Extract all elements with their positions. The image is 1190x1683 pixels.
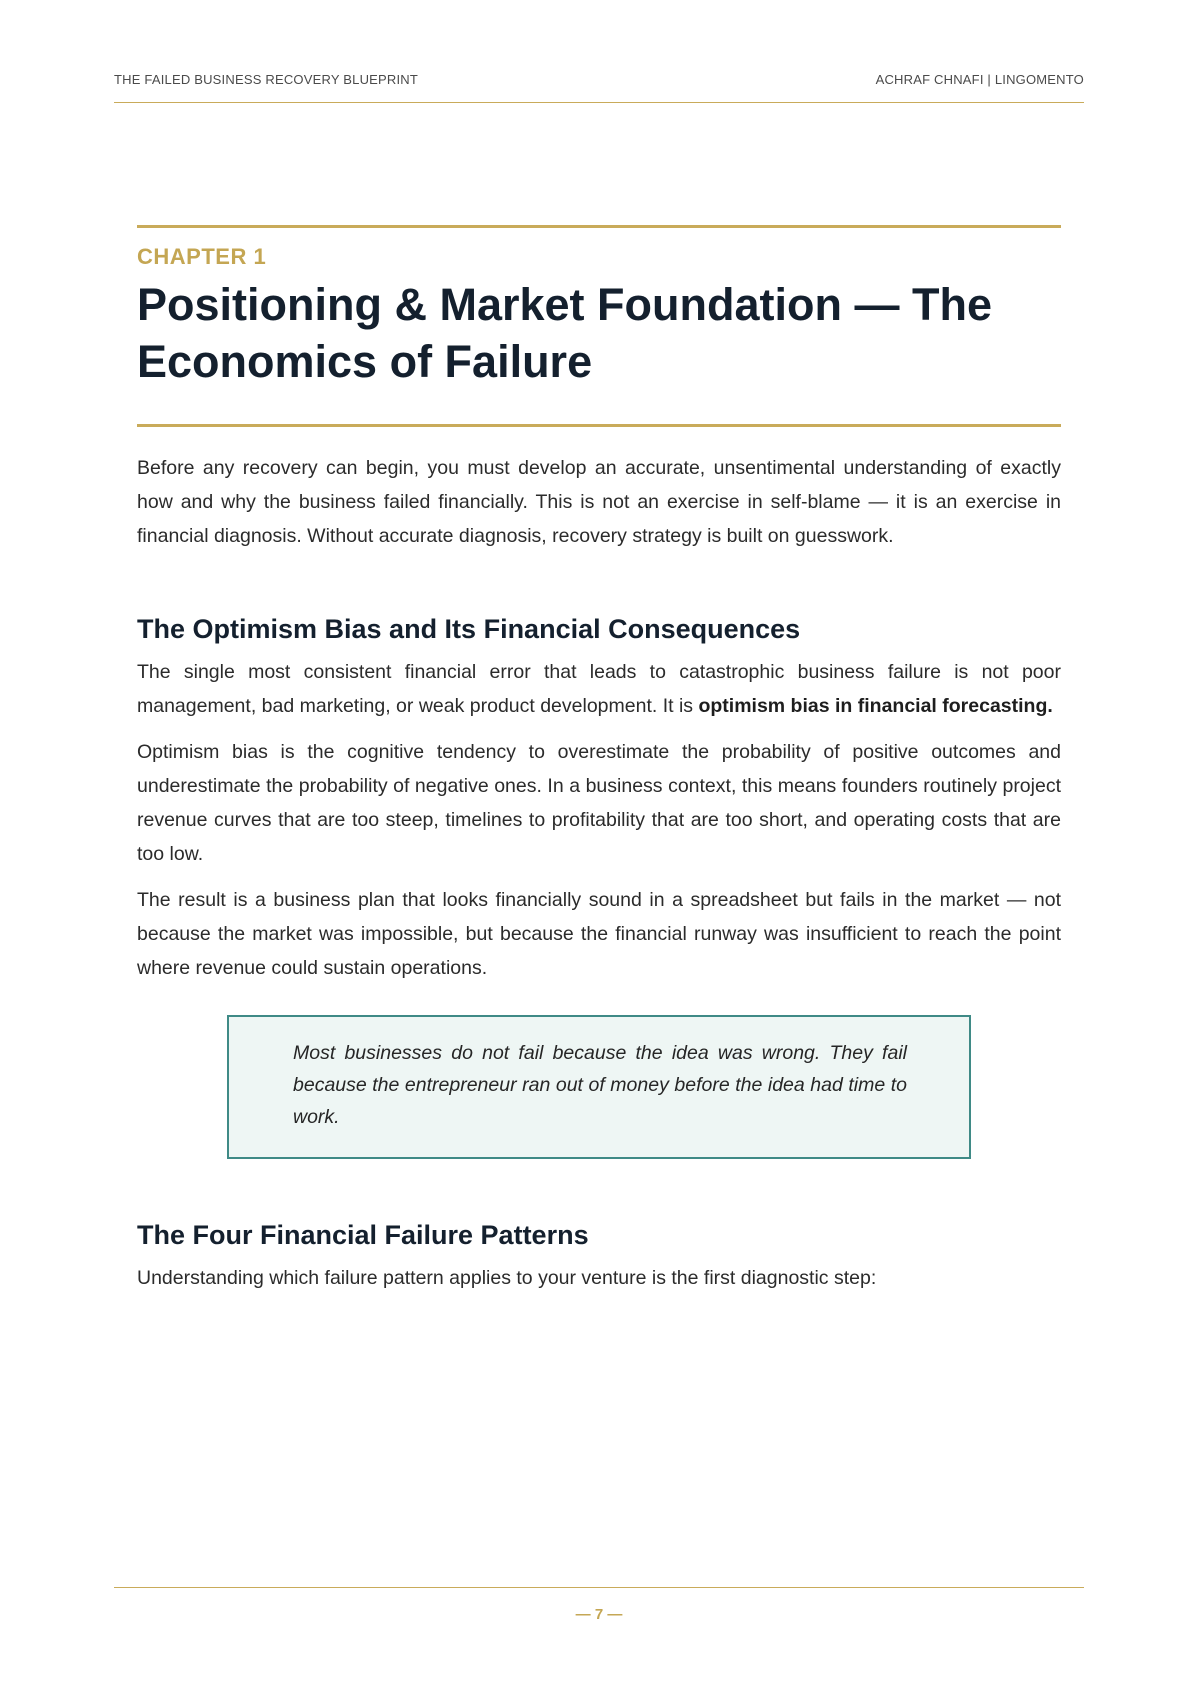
paragraph-optimism-2: Optimism bias is the cognitive tendency to overestimate the probability of positive outcomes and underestimate the probability of negative ones. In a business context, this means founders routinely project revenue curves that are too steep, timelines to profitability that are too short, and operating costs that are too low. <box>137 741 1061 865</box>
pull-quote-callout <box>227 1015 971 1159</box>
pull-quote-text: Most businesses do not fail because the idea was wrong. They fail because the entrepreneur ran out of money before the idea had time to work. <box>293 1042 907 1128</box>
chapter-content <box>137 451 1061 1307</box>
page-number: — 7 — <box>575 1606 623 1623</box>
paragraph-optimism-1-text: The single most consistent financial error that leads to catastrophic business failure is not poor management, bad marketing, or weak product development. It is <box>137 661 1061 717</box>
paragraph-optimism-3: The result is a business plan that looks financially sound in a spreadsheet but fails in the market — not because the market was impossible, but because the financial runway was insufficient to reach the point where revenue could sustain operations. <box>137 889 1061 979</box>
author-credit: ACHRAF CHNAFI | LINGOMENTO <box>875 72 1084 87</box>
intro-paragraph: Before any recovery can begin, you must develop an accurate, unsentimental understanding of exactly how and why the business failed financially. This is not an exercise in self-blame — it is an exercise in financial diagnosis. Without accurate diagnosis, recovery strategy is built on guesswork. <box>137 457 1061 547</box>
paragraph-failure-patterns: Understanding which failure pattern applies to your venture is the first diagnostic step: <box>137 1267 877 1289</box>
paragraph-optimism-1-emphasis: optimism bias in financial forecasting. <box>698 695 1053 717</box>
section-heading-optimism-bias: The Optimism Bias and Its Financial Consequences <box>137 614 801 644</box>
chapter-heading-block <box>137 225 1061 427</box>
book-title: THE FAILED BUSINESS RECOVERY BLUEPRINT <box>114 72 419 87</box>
chapter-title: Positioning & Market Foundation — The Economics of Failure <box>137 279 992 387</box>
running-footer <box>114 1587 1084 1624</box>
chapter-label: CHAPTER 1 <box>137 244 267 269</box>
paragraph-optimism-1 <box>137 655 1061 723</box>
section-heading-failure-patterns: The Four Financial Failure Patterns <box>137 1220 589 1250</box>
running-header <box>114 72 1084 103</box>
